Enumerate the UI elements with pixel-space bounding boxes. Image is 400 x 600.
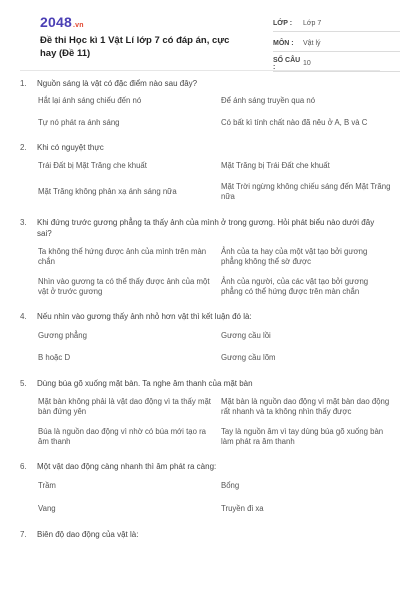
question-stem xyxy=(20,311,380,322)
question-stem xyxy=(20,461,380,472)
question-number: 1. xyxy=(20,79,27,88)
meta-label: MÔN : xyxy=(273,40,294,47)
option[interactable]: Gương phẳng xyxy=(38,330,87,340)
meta-label: LỚP : xyxy=(273,20,293,27)
question-text: Khi có nguyệt thực xyxy=(37,143,104,152)
option[interactable]: Trầm xyxy=(38,480,56,490)
option[interactable]: Để ánh sáng truyền qua nó xyxy=(221,96,316,105)
option[interactable]: Gương cầu lõm xyxy=(221,353,276,362)
option[interactable]: Mặt bàn không phải là vật dao động vì ta thấy mặt bàn đứng yên xyxy=(38,396,211,416)
site-logo[interactable] xyxy=(40,14,84,30)
option[interactable]: Ta không thể hứng được ảnh của mình trên màn chắn xyxy=(38,246,207,266)
header-divider xyxy=(20,70,380,71)
question-text: Biên độ dao động của vật là: xyxy=(37,529,139,539)
meta-value: Lớp 7 xyxy=(303,20,322,27)
question xyxy=(20,378,390,448)
question-stem xyxy=(20,78,380,89)
option[interactable]: Ảnh của người, của các vật tạo bởi gương phẳng có thể hứng được trên màn chắn xyxy=(221,276,369,296)
option[interactable]: Bổng xyxy=(221,480,240,490)
question-stem xyxy=(20,378,380,389)
question-stem xyxy=(20,142,380,153)
option[interactable]: Nhìn vào gương ta có thể thấy được ảnh của một vật ở trước gương xyxy=(38,276,210,296)
meta-label: SỐ CÂU : xyxy=(273,56,301,71)
header xyxy=(20,0,380,71)
option[interactable]: Mặt Trăng bị Trái Đất che khuất xyxy=(221,161,330,170)
question xyxy=(20,461,380,515)
option[interactable]: Búa là nguồn dao động vì nhờ có búa mới tạo ra âm thanh xyxy=(38,426,207,446)
question-number: 4. xyxy=(20,311,27,321)
question-number: 2. xyxy=(20,143,27,152)
options xyxy=(38,481,380,515)
question xyxy=(20,78,380,128)
meta-panel xyxy=(273,16,400,76)
logo-text: 2048 xyxy=(40,14,72,30)
question xyxy=(20,311,380,364)
question xyxy=(20,217,380,298)
options xyxy=(38,96,380,128)
meta-value: Vật lý xyxy=(303,40,321,47)
question-number: 7. xyxy=(20,529,27,539)
option[interactable]: Mặt Trăng không phản xạ ánh sáng nữa xyxy=(38,186,177,196)
option[interactable]: Truyền đi xa xyxy=(221,504,264,513)
question-text: Nếu nhìn vào gương thấy ảnh nhỏ hơn vật thì kết luận đó là: xyxy=(37,311,252,321)
option[interactable]: Vang xyxy=(38,504,56,513)
option[interactable]: Trái Đất bị Mặt Trăng che khuất xyxy=(38,161,147,170)
option[interactable]: Tự nó phát ra ánh sáng xyxy=(38,117,120,127)
option[interactable]: Tay là nguồn âm vì tay dùng búa gõ xuống bàn làm phát ra âm thanh xyxy=(221,426,384,446)
option[interactable]: Ảnh của ta hay của một vật tạo bởi gương phẳng không thể sờ được xyxy=(221,246,368,266)
question-text: Một vật dao động càng nhanh thì âm phát ra càng: xyxy=(37,461,217,471)
option[interactable]: Hắt lại ánh sáng chiếu đến nó xyxy=(38,96,142,105)
meta-row-subject xyxy=(273,36,400,52)
logo-suffix: .vn xyxy=(72,22,84,29)
options xyxy=(38,247,380,298)
question xyxy=(20,142,391,203)
option[interactable]: Gương cầu lồi xyxy=(221,330,271,340)
question xyxy=(20,529,380,540)
question-stem xyxy=(20,529,380,540)
options xyxy=(38,161,391,203)
question-list xyxy=(20,78,391,540)
question-text: Khi đứng trước gương phẳng ta thấy ảnh của mình ở trong gương. Hỏi phát biểu nào dưới đây sai? xyxy=(37,217,375,238)
meta-value: 10 xyxy=(303,60,311,67)
option[interactable]: B hoặc D xyxy=(38,353,71,362)
meta-row-grade xyxy=(273,16,400,32)
option[interactable]: Có bất kì tính chất nào đã nêu ở A, B và C xyxy=(221,117,368,127)
options xyxy=(38,396,390,448)
page-title: Đề thi Học kì 1 Vật Lí lớp 7 có đáp án, cực hay (Đề 11) xyxy=(40,35,230,59)
question-text: Dùng búa gõ xuống mặt bàn. Ta nghe âm thanh của mặt bàn xyxy=(37,378,253,388)
question-stem xyxy=(20,217,380,239)
question-number: 6. xyxy=(20,461,27,471)
question-text: Nguồn sáng là vật có đặc điểm nào sau đây? xyxy=(37,79,198,88)
question-number: 3. xyxy=(20,217,27,227)
options xyxy=(38,331,380,364)
question-number: 5. xyxy=(20,378,27,388)
option[interactable]: Mặt Trời ngừng không chiếu sáng đến Mặt Trăng nữa xyxy=(221,181,391,201)
option[interactable]: Mặt bàn là nguồn dao động vì mặt bàn dao động rất nhanh và ta không nhìn thấy được xyxy=(221,396,390,416)
